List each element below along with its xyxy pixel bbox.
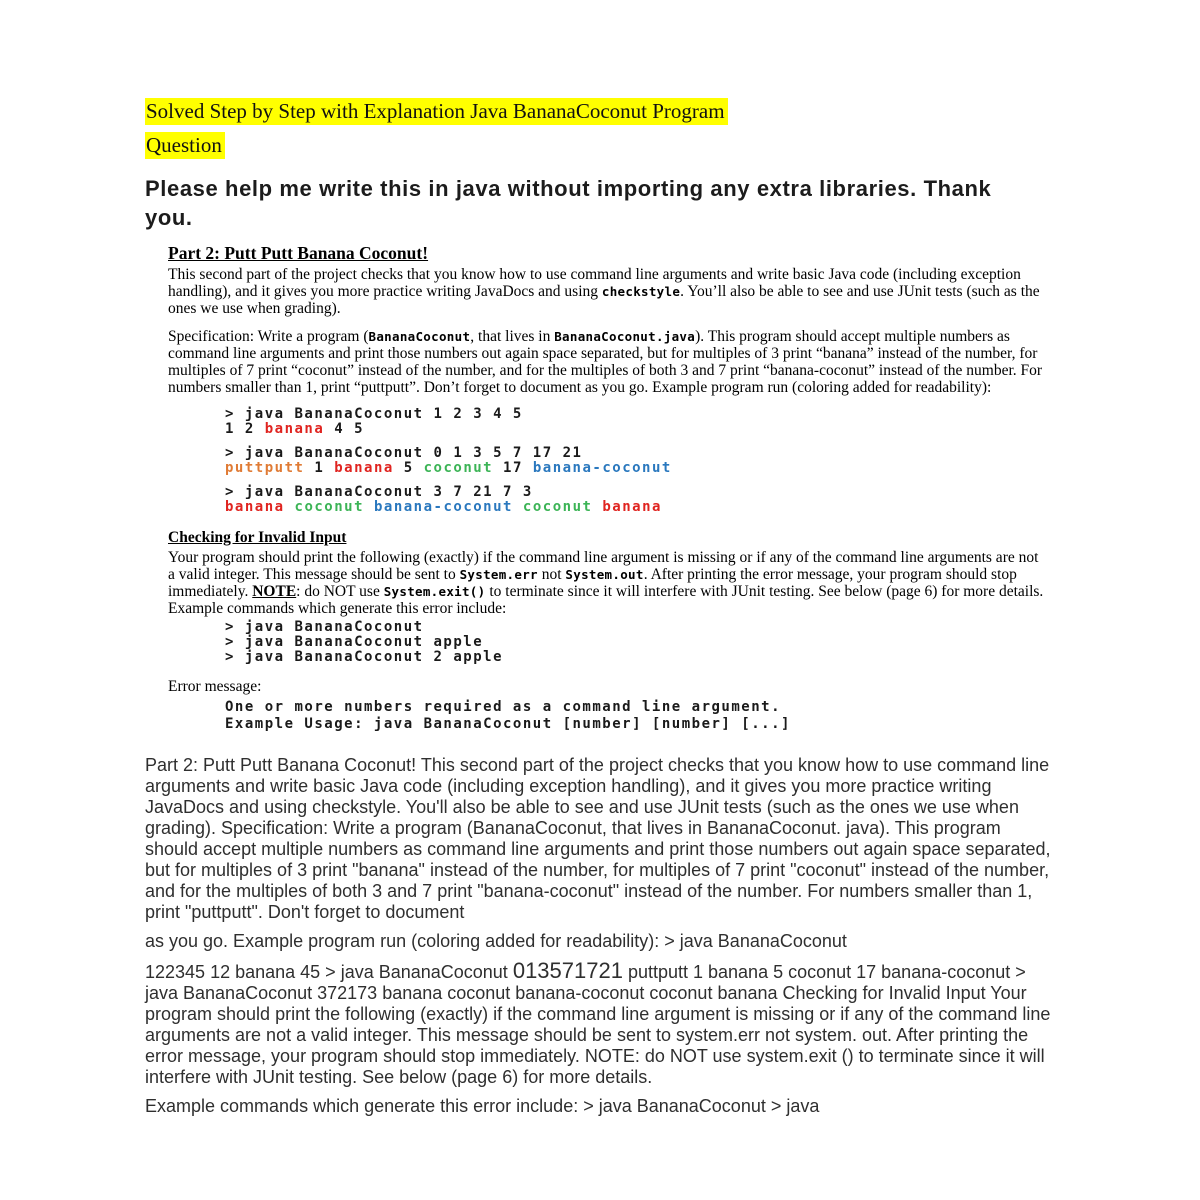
question-label-text: Question	[145, 132, 225, 159]
page-title-text: Solved Step by Step with Explanation Java BananaCoconut Program	[145, 98, 728, 125]
error-command-line: > java BananaCoconut 2 apple	[225, 649, 504, 665]
error-message-block	[225, 699, 1044, 733]
request-heading: Please help me write this in java without importing any extra libraries. Thank you.	[145, 176, 992, 230]
output-line: banana coconut banana-coconut coconut banana	[225, 499, 662, 515]
assignment-spec	[168, 243, 1044, 733]
output-line: puttputt 1 banana 5 coconut 17 banana-coconut	[225, 460, 672, 476]
invalid-input-paragraph: Your program should print the following (exactly) if the command line argument is missing or if any of the command line arguments are not a valid integer. This message should be sent to System.err not System.out. After printing the error message, your program should stop immediately. NOTE: do NOT use System.exit() to terminate since it will interfere with JUnit testing. See below (page 6) for more details. Example commands which generate this error include:	[168, 549, 1044, 617]
error-command-list	[225, 620, 1044, 665]
output-line: 1 2 banana 4 5	[225, 421, 365, 437]
example-run-3	[225, 485, 1044, 515]
error-message-label: Error message:	[168, 678, 262, 695]
command-line: > java BananaCoconut 3 7 21 7 3	[225, 484, 533, 500]
example-run-1	[225, 407, 1044, 437]
transcription-paragraph-2: as you go. Example program run (coloring added for readability): > java BananaCoconut	[145, 931, 847, 951]
transcription-paragraph-4: Example commands which generate this error include: > java BananaCoconut > java	[145, 1096, 820, 1116]
command-line: > java BananaCoconut 0 1 3 5 7 17 21	[225, 445, 583, 461]
error-command-line: > java BananaCoconut apple	[225, 634, 484, 650]
spec-paragraph: Specification: Write a program (BananaCoconut, that lives in BananaCoconut.java). This program should accept multiple numbers as command line arguments and print those numbers out again space separated, but for multiples of 3 print “banana” instead of the number, for multiples of 7 print “coconut” instead of the number, and for the multiples of both 3 and 7 print “banana-coconut” instead of the number. For numbers smaller than 1, print “puttputt”. Don’t forget to document as you go. Example program run (coloring added for readability):	[168, 328, 1043, 396]
invalid-input-heading: Checking for Invalid Input	[168, 529, 347, 546]
error-message-line: One or more numbers required as a command line argument.	[225, 699, 782, 715]
part2-heading: Part 2: Putt Putt Banana Coconut!	[168, 243, 429, 263]
error-message-line: Example Usage: java BananaCoconut [number] [number] [...]	[225, 716, 791, 732]
transcription-paragraph-1: Part 2: Putt Putt Banana Coconut! This second part of the project checks that you know how to use command line arguments and write basic Java code (including exception handling), and it gives you more practice writing JavaDocs and using checkstyle. You'll also be able to see and use JUnit tests (such as the ones we use when grading). Specification: Write a program (BananaCoconut, that lives in BananaCoconut. java). This program should accept multiple numbers as command line arguments and print those numbers out again space separated, but for multiples of 3 print "banana" instead of the number, for multiples of 7 print "coconut" instead of the number, and for the multiples of both 3 and 7 print "banana-coconut" instead of the number. For numbers smaller than 1, print "puttputt". Don't forget to document	[145, 755, 1051, 922]
page-title	[145, 100, 1055, 123]
transcription-paragraph-3: 122345 12 banana 45 > java BananaCoconut 013571721 puttputt 1 banana 5 coconut 17 banana-coconut > java BananaCoconut 372173 banana coconut banana-coconut coconut banana Checking for Invalid Input Your program should print the following (exactly) if the command line argument is missing or if any of the command line arguments are not a valid integer. This message should be sent to system.err not system. out. After printing the error message, your program should stop immediately. NOTE: do NOT use system.exit () to terminate since it will interfere with JUnit testing. See below (page 6) for more details.	[145, 958, 1051, 1087]
transcription	[145, 755, 1053, 1117]
example-run-2	[225, 446, 1044, 476]
error-command-line: > java BananaCoconut	[225, 619, 424, 635]
intro-paragraph: This second part of the project checks that you know how to use command line arguments and write basic Java code (including exception handling), and it gives you more practice writing JavaDocs and using checkstyle. You’ll also be able to see and use JUnit tests (such as the ones we use when grading).	[168, 266, 1040, 317]
command-line: > java BananaCoconut 1 2 3 4 5	[225, 406, 523, 422]
question-label	[145, 134, 1055, 157]
